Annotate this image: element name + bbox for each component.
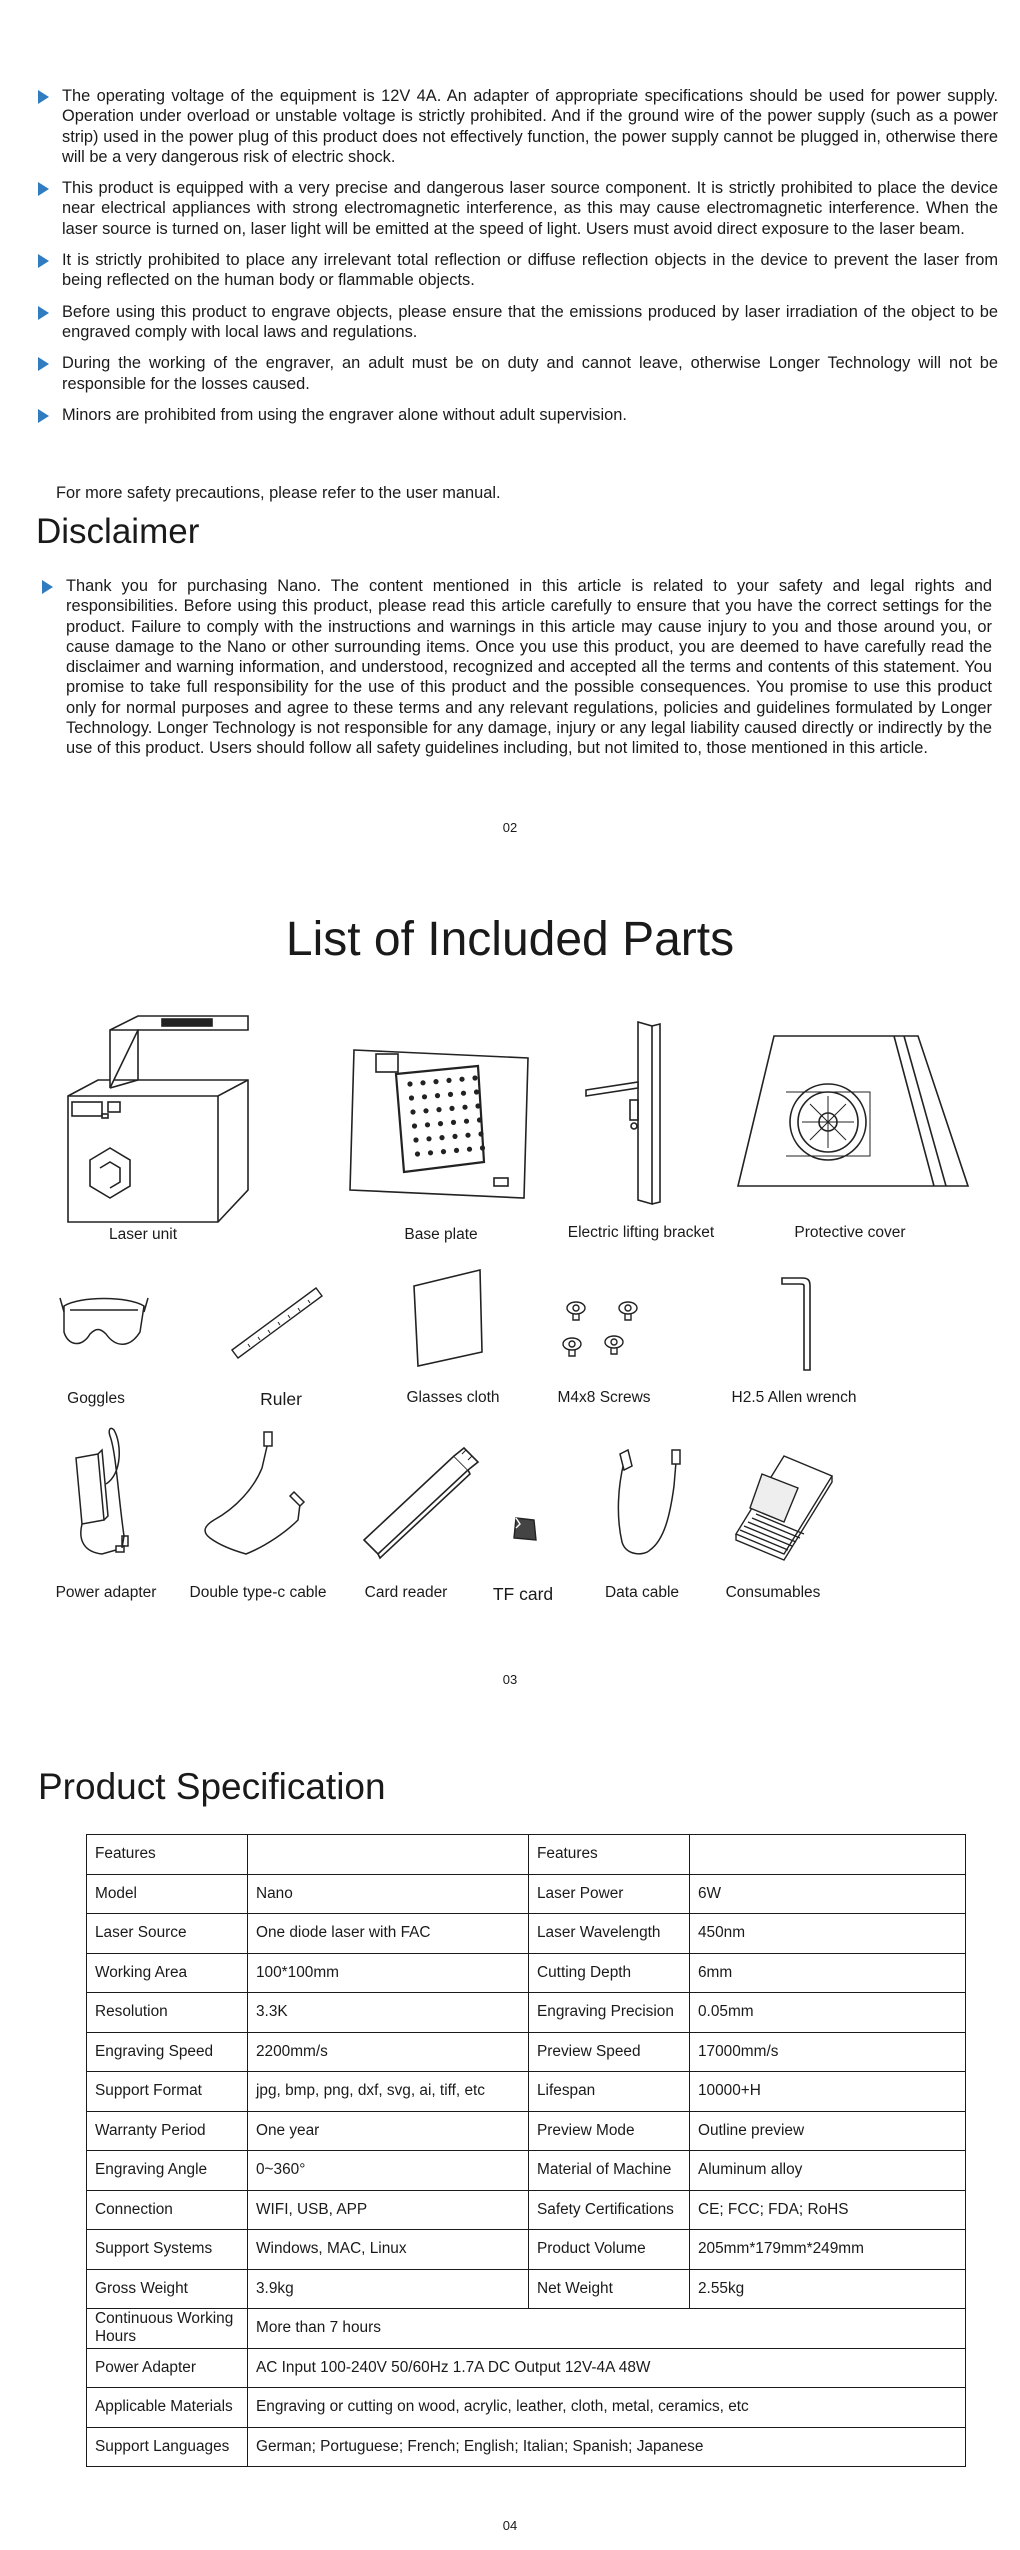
part-label: Double type-c cable: [189, 1584, 327, 1601]
part-label: Goggles: [67, 1390, 125, 1407]
spec-value-cell: Windows, MAC, Linux: [248, 2230, 529, 2270]
spec-label-cell: Power Adapter: [87, 2348, 248, 2388]
page-number: 04: [502, 2518, 518, 2533]
spec-row: [87, 1835, 966, 1875]
plate-hole: [426, 1136, 431, 1141]
part-label: Data cable: [604, 1584, 680, 1601]
spec-label-cell: Gross Weight: [87, 2269, 248, 2309]
spec-row: [87, 2072, 966, 2112]
safety-bullet: [36, 405, 998, 425]
plate-hole: [412, 1123, 417, 1128]
plate-hole: [474, 1089, 479, 1094]
safety-bullet-list: [36, 86, 998, 436]
spec-label-cell: Support Languages: [87, 2427, 248, 2467]
triangle-bullet-icon: [38, 182, 49, 196]
triangle-bullet-icon: [38, 357, 49, 371]
lifting-bracket-image: [580, 1018, 680, 1208]
spec-label-cell: Connection: [87, 2190, 248, 2230]
part-label: Base plate: [404, 1226, 478, 1243]
plate-hole: [472, 1075, 477, 1080]
plate-hole: [465, 1133, 470, 1138]
disclaimer-title: Disclaimer: [36, 512, 200, 551]
spec-value-cell: 6W: [690, 1874, 966, 1914]
plate-hole: [441, 1149, 446, 1154]
triangle-bullet-icon: [38, 409, 49, 423]
part-label: Ruler: [260, 1389, 302, 1409]
spec-row: [87, 2190, 966, 2230]
safety-bullet: [36, 250, 998, 291]
plate-hole: [439, 1135, 444, 1140]
spec-value-cell: Nano: [248, 1874, 529, 1914]
spec-value-cell: 6mm: [690, 1953, 966, 1993]
spec-value-cell: 17000mm/s: [690, 2032, 966, 2072]
spec-value-cell: 3.9kg: [248, 2269, 529, 2309]
triangle-bullet-icon: [38, 90, 49, 104]
spec-row: [87, 1993, 966, 2033]
part-label: Consumables: [725, 1584, 821, 1601]
plate-hole: [407, 1081, 412, 1086]
spec-value-cell: WIFI, USB, APP: [248, 2190, 529, 2230]
spec-label-cell: Preview Speed: [529, 2032, 690, 2072]
spec-value-cell: 0~360°: [248, 2151, 529, 2191]
spec-value-cell: 2.55kg: [690, 2269, 966, 2309]
triangle-bullet-icon: [42, 580, 53, 594]
plate-hole: [433, 1079, 438, 1084]
plate-hole: [425, 1122, 430, 1127]
plate-hole: [449, 1106, 454, 1111]
parts-title: List of Included Parts: [285, 913, 735, 966]
spec-label-cell: Laser Source: [87, 1914, 248, 1954]
plate-hole: [462, 1105, 467, 1110]
spec-value-cell: 450nm: [690, 1914, 966, 1954]
plate-hole: [438, 1121, 443, 1126]
part-label: Glasses cloth: [406, 1389, 500, 1406]
spec-value-cell: jpg, bmp, png, dxf, svg, ai, tiff, etc: [248, 2072, 529, 2112]
spec-label-cell: Warranty Period: [87, 2111, 248, 2151]
data-cable-image: [610, 1446, 690, 1560]
plate-hole: [448, 1092, 453, 1097]
plate-hole: [480, 1145, 485, 1150]
plate-hole: [436, 1107, 441, 1112]
plate-hole: [409, 1095, 414, 1100]
plate-hole: [451, 1120, 456, 1125]
plate-hole: [410, 1109, 415, 1114]
spec-value-cell: German; Portuguese; French; English; Italian; Spanish; Japanese: [248, 2427, 966, 2467]
spec-label-cell: Support Systems: [87, 2230, 248, 2270]
safety-bullet: [36, 302, 998, 343]
spec-value-cell: One year: [248, 2111, 529, 2151]
glasses-cloth-image: [410, 1268, 486, 1368]
spec-label-cell: Working Area: [87, 1953, 248, 1993]
spec-label-cell: Engraving Angle: [87, 2151, 248, 2191]
spec-label-cell: Support Format: [87, 2072, 248, 2112]
spec-label-cell: Cutting Depth: [529, 1953, 690, 1993]
spec-row: [87, 2111, 966, 2151]
type-c-cable-image: [196, 1428, 316, 1560]
spec-value-cell: Outline preview: [690, 2111, 966, 2151]
triangle-bullet-icon: [38, 254, 49, 268]
spec-row: [87, 2151, 966, 2191]
disclaimer-text: Thank you for purchasing Nano. The content mentioned in this article is related to your safety and legal rights and responsibilities. Before using this product, please read this article carefully to ensure that you have the correct settings for the product. Failure to comply with the instructions and warnings in this article may cause injury to you and those around you, or cause damage to the Nano or other surrounding items. Once you use this product, you are deemed to have carefully read the disclaimer and warning information, and understood, recognized and accepted all the terms and contents of this statement. You promise to take full responsibility for the use of this product and the possible consequences. You promise to use this product only for normal purposes and agree to these terms and any relevant regulations, policies and guidelines formulated by Longer Technology. Longer Technology is not responsible for any damage, injury or any legal liability caused directly or indirectly by the use of this product. Users should follow all safety guidelines including, but not limited to, those mentioned in this article.: [66, 577, 992, 758]
spec-row: [87, 2309, 966, 2349]
spec-label-cell: Laser Wavelength: [529, 1914, 690, 1954]
spec-label-cell: Product Volume: [529, 2230, 690, 2270]
plate-hole: [464, 1119, 469, 1124]
plate-hole: [452, 1134, 457, 1139]
safety-bullet-text: Before using this product to engrave objects, please ensure that the emissions produced by laser irradiation of the object to be engraved comply with local laws and regulations.: [62, 302, 998, 341]
plate-hole: [446, 1078, 451, 1083]
spec-table: [86, 1834, 966, 2467]
spec-value-cell: CE; FCC; FDA; RoHS: [690, 2190, 966, 2230]
power-adapter-image: [62, 1424, 142, 1560]
spec-label-cell: Features: [529, 1835, 690, 1875]
spec-value-cell: 3.3K: [248, 1993, 529, 2033]
plate-hole: [428, 1150, 433, 1155]
spec-label-cell: Preview Mode: [529, 2111, 690, 2151]
spec-row: [87, 2269, 966, 2309]
safety-bullet-text: Minors are prohibited from using the engraver alone without adult supervision.: [62, 405, 627, 424]
spec-value-cell: 10000+H: [690, 2072, 966, 2112]
spec-row: [87, 1953, 966, 1993]
plate-hole: [454, 1148, 459, 1153]
spec-row: [87, 1914, 966, 1954]
plate-hole: [477, 1117, 482, 1122]
card-reader-image: [358, 1442, 484, 1560]
screws-image: [558, 1298, 644, 1364]
ruler-image: [228, 1284, 324, 1364]
spec-label-cell: Lifespan: [529, 2072, 690, 2112]
triangle-bullet-icon: [38, 306, 49, 320]
protective-cover-image: [734, 1032, 972, 1192]
spec-row: [87, 1874, 966, 1914]
part-label: H2.5 Allen wrench: [731, 1389, 857, 1406]
plate-hole: [435, 1093, 440, 1098]
spec-row: [87, 2388, 966, 2428]
part-label: Laser unit: [108, 1226, 178, 1243]
spec-value-cell: [690, 1835, 966, 1875]
plate-hole: [422, 1094, 427, 1099]
plate-hole: [420, 1080, 425, 1085]
consumables-image: [732, 1452, 836, 1560]
spec-row: [87, 2427, 966, 2467]
part-label: Power adapter: [55, 1584, 157, 1601]
spec-value-cell: 0.05mm: [690, 1993, 966, 2033]
spec-label-cell: Engraving Speed: [87, 2032, 248, 2072]
plate-hole: [413, 1137, 418, 1142]
spec-label-cell: Safety Certifications: [529, 2190, 690, 2230]
plate-hole: [475, 1103, 480, 1108]
page-number: 03: [502, 1672, 518, 1687]
spec-value-cell: Engraving or cutting on wood, acrylic, leather, cloth, metal, ceramics, etc: [248, 2388, 966, 2428]
spec-row: [87, 2032, 966, 2072]
safety-bullet-text: During the working of the engraver, an adult must be on duty and cannot leave, otherwise Longer Technology will not be responsible for the losses caused.: [62, 354, 998, 393]
part-label: TF card: [492, 1584, 554, 1604]
tf-card-image: [510, 1516, 540, 1544]
part-label: Protective cover: [794, 1224, 906, 1241]
plate-hole: [478, 1131, 483, 1136]
spec-title: Product Specification: [38, 1766, 386, 1807]
plate-hole: [415, 1151, 420, 1156]
spec-label-cell: Model: [87, 1874, 248, 1914]
plate-hole: [459, 1077, 464, 1082]
spec-value-cell: [248, 1835, 529, 1875]
spec-label-cell: Laser Power: [529, 1874, 690, 1914]
safety-bullet-text: The operating voltage of the equipment is 12V 4A. An adapter of appropriate specifications should be used for power supply. Operation under overload or unstable voltage is strictly prohibited. And if the ground wire of the power supply (such as a power strip) used in the power plug of this product does not effectively function, the power supply cannot be plugged in, otherwise there will be a very dangerous risk of electric shock.: [62, 87, 998, 166]
spec-value-cell: 100*100mm: [248, 1953, 529, 1993]
spec-value-cell: 2200mm/s: [248, 2032, 529, 2072]
safety-bullet: [36, 178, 998, 239]
spec-label-cell: Features: [87, 1835, 248, 1875]
spec-value-cell: AC Input 100-240V 50/60Hz 1.7A DC Output 12V-4A 48W: [248, 2348, 966, 2388]
spec-label-cell: Material of Machine: [529, 2151, 690, 2191]
part-label: Electric lifting bracket: [567, 1224, 715, 1241]
disclaimer-bullet: [40, 576, 992, 759]
spec-row: [87, 2230, 966, 2270]
spec-value-cell: Aluminum alloy: [690, 2151, 966, 2191]
page-number: 02: [502, 820, 518, 835]
spec-label-cell: Engraving Precision: [529, 1993, 690, 2033]
spec-label-cell: Net Weight: [529, 2269, 690, 2309]
plate-hole: [467, 1147, 472, 1152]
safety-bullet-text: It is strictly prohibited to place any irrelevant total reflection or diffuse reflection objects in the device to prevent the laser from being reflected on the human body or flammable objects.: [62, 251, 998, 290]
spec-label-cell: Continuous Working Hours: [87, 2309, 248, 2349]
safety-note: For more safety precautions, please refer to the user manual.: [56, 484, 501, 502]
safety-bullet: [36, 353, 998, 394]
base-plate-image: [348, 1046, 532, 1202]
goggles-image: [60, 1292, 148, 1354]
allen-wrench-image: [778, 1274, 818, 1374]
disclaimer-body: [40, 576, 992, 770]
part-label: Card reader: [364, 1584, 448, 1601]
spec-value-cell: 205mm*179mm*249mm: [690, 2230, 966, 2270]
spec-label-cell: Resolution: [87, 1993, 248, 2033]
plate-hole: [461, 1091, 466, 1096]
plate-hole: [423, 1108, 428, 1113]
safety-bullet-text: This product is equipped with a very precise and dangerous laser source component. It is strictly prohibited to place the device near electrical appliances with strong electromagnetic interference, as this may cause electromagnetic interference. When the laser source is turned on, laser light will be emitted at the speed of light. Users must avoid direct exposure to the laser beam.: [62, 179, 998, 238]
spec-value-cell: More than 7 hours: [248, 2309, 966, 2349]
spec-value-cell: One diode laser with FAC: [248, 1914, 529, 1954]
spec-row: [87, 2348, 966, 2388]
part-label: M4x8 Screws: [557, 1389, 651, 1406]
safety-bullet: [36, 86, 998, 167]
laser-unit-image: [62, 1010, 262, 1232]
spec-label-cell: Applicable Materials: [87, 2388, 248, 2428]
